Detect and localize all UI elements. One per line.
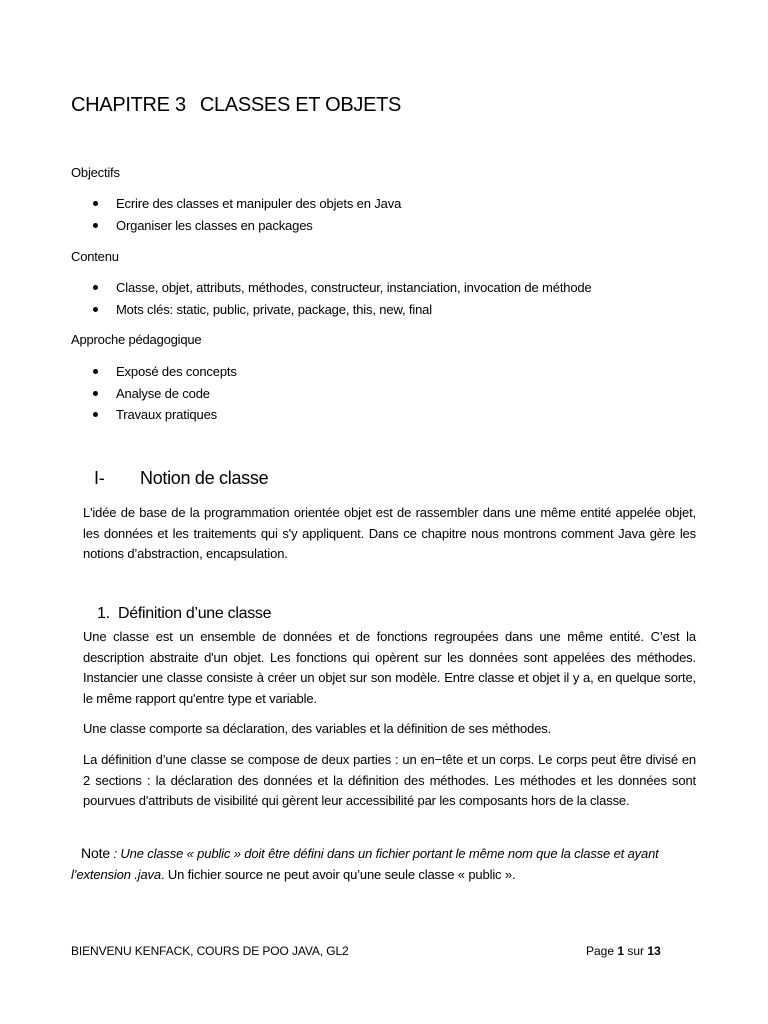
approche-heading: Approche pédagogique (71, 332, 202, 347)
structure-paragraph: La définition d’une classe se compose de deux parties : un en−tête et un corps. Le corps peut être divisé en 2 sections : la déclaration des données et la définition des méthodes. Les méthodes et les données sont pourvues d'attributs de visibilité qui gèrent leur accessibilité par les composants hors de la classe. (83, 752, 696, 808)
list-item: Travaux pratiques (90, 404, 237, 426)
definition-paragraph: Une classe est un ensemble de données et de fonctions regroupées dans une même entité. C’est la description abstraite d'un objet. Les fonctions qui opèrent sur les données sont appelées des méthodes. Instancier une classe consiste à créer un objet sur son modèle. Entre classe et objet il y a, en quelque sorte, le même rapport qu'entre type et variable. (83, 629, 696, 706)
note-italic-text: : Une classe « public » doit être défini dans un fichier portant le même nom que la classe et ayant l’extension .java (71, 846, 659, 882)
chapter-title (71, 94, 401, 117)
note-label: Note (81, 845, 110, 861)
list-item: Organiser les classes en packages (90, 215, 401, 237)
footer-page-current: 1 (617, 944, 625, 958)
footer-page-prefix: Page (586, 944, 618, 958)
chapter-name: CLASSES ET OBJETS (199, 94, 402, 116)
subsection-title: Définition d’une classe (118, 605, 272, 622)
objectifs-heading: Objectifs (71, 165, 120, 180)
chapter-number: CHAPITRE 3 (71, 94, 186, 116)
section-intro-paragraph: L'idée de base de la programmation orientée objet est de rassembler dans une même entité appelée objet, les données et les traitements qui s'y appliquent. Dans ce chapitre nous montrons comment Java gère les notions d’abstraction, encapsulation. (83, 505, 696, 561)
note-plain-text: . Un fichier source ne peut avoir qu’une seule classe « public ». (160, 866, 516, 882)
objectifs-list (90, 193, 401, 236)
section-title: Notion de classe (140, 468, 269, 488)
contenu-heading: Contenu (71, 249, 119, 264)
section-heading (94, 468, 268, 489)
list-item: Classe, objet, attributs, méthodes, constructeur, instanciation, invocation de méthode (90, 277, 592, 299)
list-item: Analyse de code (90, 383, 237, 405)
list-item: Exposé des concepts (90, 361, 237, 383)
footer-author: BIENVENU KENFACK, COURS DE POO JAVA, GL2 (71, 944, 349, 958)
footer-page-mid: sur (624, 944, 648, 958)
list-item: Ecrire des classes et manipuler des objets en Java (90, 193, 401, 215)
subsection-heading (97, 605, 271, 623)
declaration-paragraph: Une classe comporte sa déclaration, des variables et la définition de ses méthodes. (83, 721, 552, 736)
note-paragraph (71, 843, 699, 885)
footer-page-total: 13 (647, 944, 661, 958)
approche-list (90, 361, 237, 426)
contenu-list (90, 277, 592, 320)
footer-page-number (586, 944, 661, 958)
list-item: Mots clés: static, public, private, package, this, new, final (90, 299, 592, 321)
section-number: I- (94, 468, 105, 488)
subsection-number: 1. (97, 605, 110, 622)
